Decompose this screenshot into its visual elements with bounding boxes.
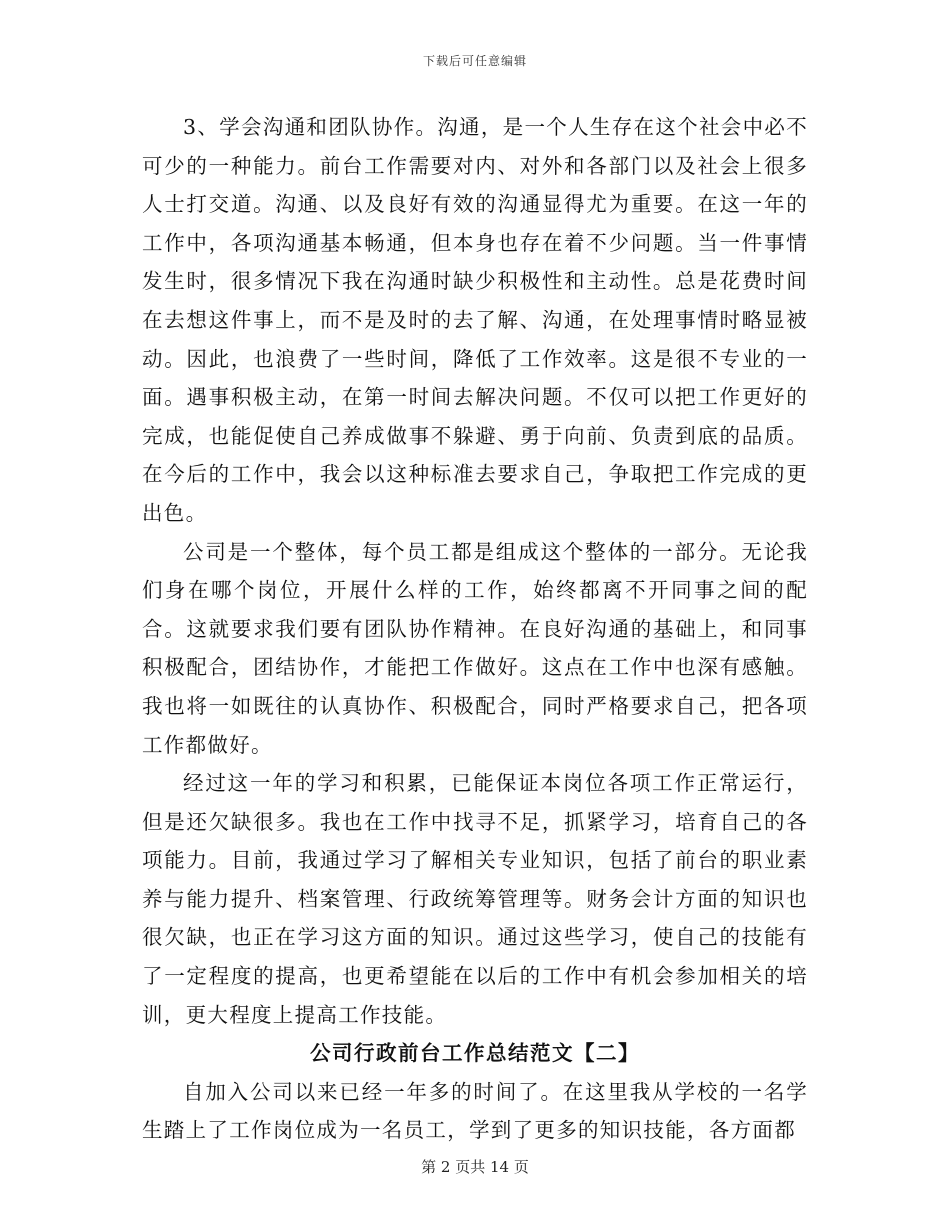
- page-header: 下载后可任意编辑: [422, 54, 527, 68]
- page-number-footer: 第 2 页共 14 页: [421, 1158, 529, 1176]
- paragraph-intro: 自加入公司以来已经一年多的时间了。在这里我从学校的一名学生踏上了工作岗位成为一名员工，学到了更多的知识技能，各方面都: [142, 1079, 808, 1143]
- document-body: [142, 108, 808, 1150]
- paragraph-learning: 经过这一年的学习和积累，已能保证本岗位各项工作正常运行，但是还欠缺很多。我也在工作中找寻不足，抓紧学习，培育自己的各项能力。目前，我通过学习了解相关专业知识，包括了前台的职业素养与能力提升、档案管理、行政统筹管理等。财务会计方面的知识也很欠缺，也正在学习这方面的知识。通过这些学习，使自己的技能有了一定程度的提高，也更希望能在以后的工作中有机会参加相关的培训，更大程度上提高工作技能。: [142, 771, 808, 1027]
- paragraph-communication: 3、学会沟通和团队协作。沟通，是一个人生存在这个社会中必不可少的一种能力。前台工作需要对内、对外和各部门以及社会上很多人士打交道。沟通、以及良好有效的沟通显得尤为重要。在这一年的工作中，各项沟通基本畅通，但本身也存在着不少问题。当一件事情发生时，很多情况下我在沟通时缺少积极性和主动性。总是花费时间在去想这件事上，而不是及时的去了解、沟通，在处理事情时略显被动。因此，也浪费了一些时间，降低了工作效率。这是很不专业的一面。遇事积极主动，在第一时间去解决问题。不仅可以把工作更好的完成，也能促使自己养成做事不躲避、勇于向前、负责到底的品质。在今后的工作中，我会以这种标准去要求自己，争取把工作完成的更出色。: [142, 115, 808, 525]
- paragraph-teamwork: 公司是一个整体，每个员工都是组成这个整体的一部分。无论我们身在哪个岗位，开展什么样的工作，始终都离不开同事之间的配合。这就要求我们要有团队协作精神。在良好沟通的基础上，和同事积极配合，团结协作，才能把工作做好。这点在工作中也深有感触。我也将一如既往的认真协作、积极配合，同时严格要求自己，把各项工作都做好。: [142, 539, 808, 757]
- section-heading: 公司行政前台工作总结范文【二】: [310, 1041, 640, 1066]
